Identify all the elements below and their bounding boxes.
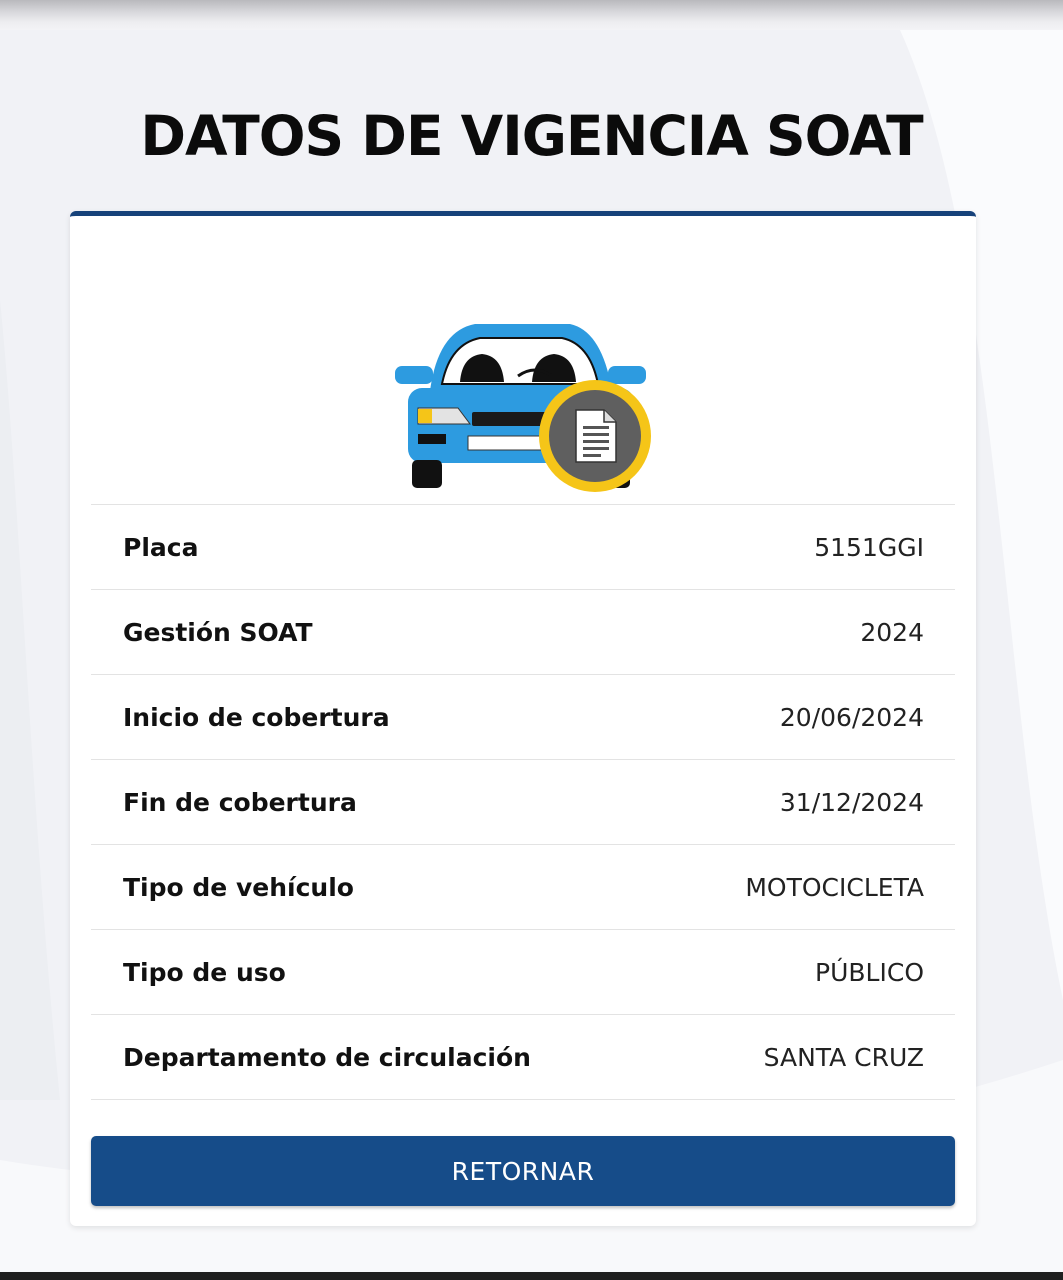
detail-row-fin-cobertura bbox=[91, 760, 955, 845]
detail-row-placa bbox=[91, 505, 955, 590]
detail-value: 2024 bbox=[860, 617, 924, 647]
detail-label: Departamento de circulación bbox=[123, 1042, 531, 1072]
detail-label: Placa bbox=[123, 532, 199, 562]
detail-label: Inicio de cobertura bbox=[123, 702, 390, 732]
detail-value: 5151GGI bbox=[814, 532, 924, 562]
detail-label: Tipo de uso bbox=[123, 957, 286, 987]
detail-row-inicio-cobertura bbox=[91, 675, 955, 760]
detail-label: Fin de cobertura bbox=[123, 787, 357, 817]
detail-row-departamento bbox=[91, 1015, 955, 1100]
page-title: DATOS DE VIGENCIA SOAT bbox=[140, 104, 923, 168]
detail-label: Gestión SOAT bbox=[123, 617, 313, 647]
detail-value: PÚBLICO bbox=[815, 957, 924, 987]
detail-label: Tipo de vehículo bbox=[123, 872, 354, 902]
detail-value: SANTA CRUZ bbox=[763, 1042, 924, 1072]
detail-row-tipo-uso bbox=[91, 930, 955, 1015]
soat-details-card bbox=[70, 211, 976, 1226]
return-button[interactable]: RETORNAR bbox=[91, 1136, 955, 1206]
detail-value: 20/06/2024 bbox=[779, 702, 924, 732]
detail-row-tipo-vehiculo bbox=[91, 845, 955, 930]
window-bottom-bar bbox=[0, 1272, 1063, 1280]
detail-value: MOTOCICLETA bbox=[745, 872, 924, 902]
details-list bbox=[91, 504, 955, 1100]
detail-row-gestion bbox=[91, 590, 955, 675]
detail-value: 31/12/2024 bbox=[779, 787, 924, 817]
car-document-icon bbox=[390, 316, 660, 496]
window-top-bar bbox=[0, 0, 1063, 30]
